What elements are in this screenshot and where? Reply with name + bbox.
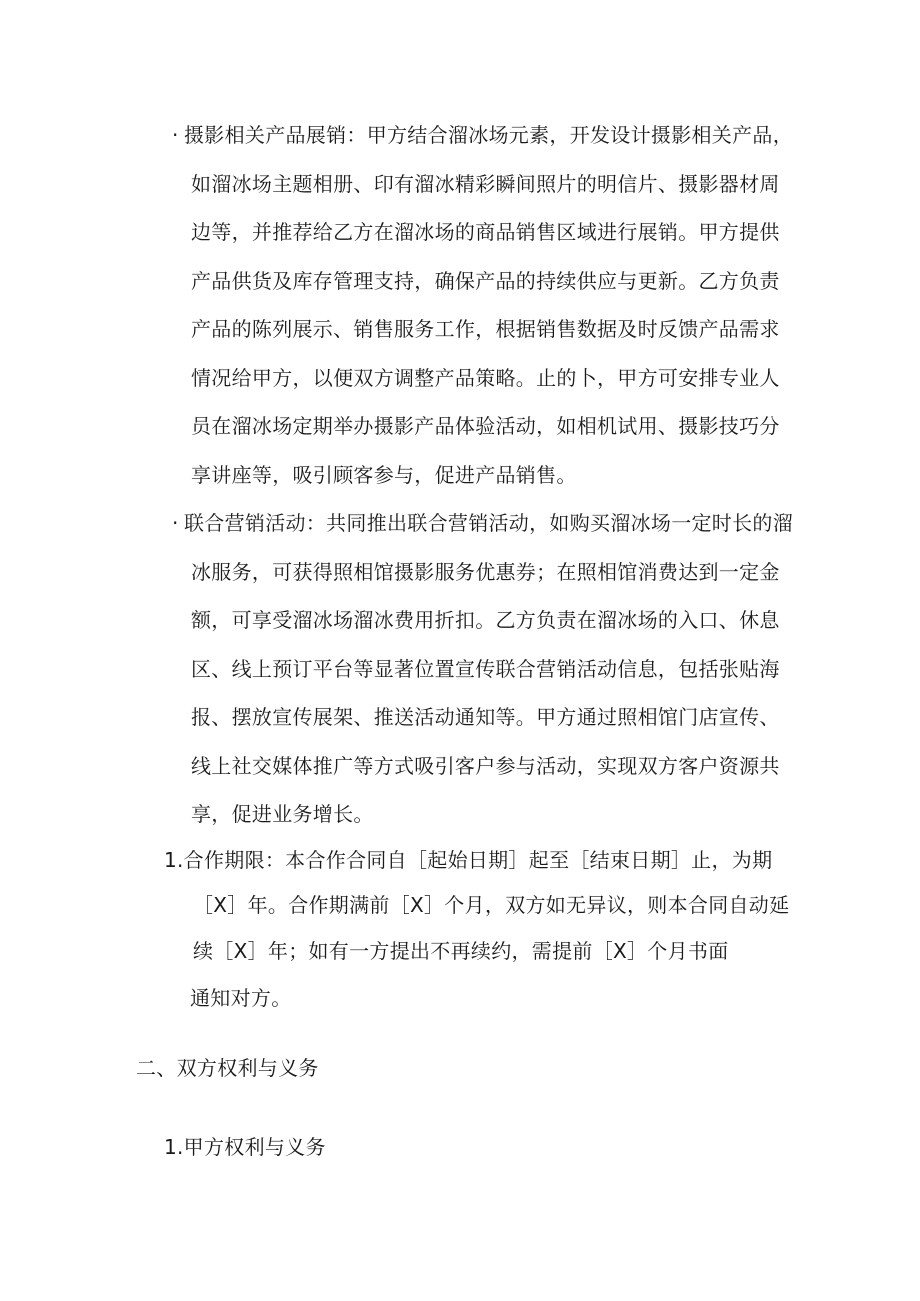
paragraph-line: 续［X］年；如有一方提出不再续约，需提前［X］个月书面	[193, 939, 729, 963]
paragraph-line: 线上社交媒体推广等方式吸引客户参与活动，实现双方客户资源共	[191, 754, 780, 778]
paragraph-line: 如溜冰场主题相册、印有溜冰精彩瞬间照片的明信片、摄影器材周	[191, 172, 780, 196]
paragraph-line: 享讲座等，吸引顾客参与，促进产品销售。	[191, 463, 577, 487]
paragraph-line: 情况给甲方，以便双方调整产品策略。止的卜，甲方可安排专业人	[191, 366, 780, 390]
paragraph-line: 通知对方。	[190, 986, 292, 1010]
paragraph-line: 冰服务，可获得照相馆摄影服务优惠券；在照相馆消费达到一定金	[191, 560, 780, 584]
paragraph-line: 1.合作期限：本合作合同自［起始日期］起至［结束日期］止，为期	[164, 848, 773, 872]
paragraph-line: 额，可享受溜冰场溜冰费用折扣。乙方负责在溜冰场的入口、休息	[191, 608, 780, 632]
paragraph-line: 摄影相关产品展销：甲方结合溜冰场元素，开发设计摄影相关产品，	[184, 123, 793, 147]
paragraph-line: 享，促进业务增长。	[191, 802, 374, 826]
subsection-heading: 1.甲方权利与义务	[164, 1135, 326, 1159]
paragraph-line: 边等，并推荐给乙方在溜冰场的商品销售区域进行展销。甲方提供	[191, 220, 780, 244]
paragraph-line: ［X］年。合作期满前［X］个月，双方如无异议，则本合同自动延	[193, 893, 790, 917]
paragraph-line: 产品的陈列展示、销售服务工作，根据销售数据及时反馈产品需求	[191, 317, 780, 341]
section-heading: 二、双方权利与义务	[136, 1056, 319, 1080]
paragraph-line: 员在溜冰场定期举办摄影产品体验活动，如相机试用、摄影技巧分	[191, 414, 780, 438]
bullet-marker: ·	[172, 123, 179, 147]
paragraph-line: 联合营销活动：共同推出联合营销活动，如购买溜冰场一定时长的溜	[184, 511, 793, 535]
bullet-marker: ·	[172, 511, 179, 535]
paragraph-line: 报、摆放宣传展架、推送活动通知等。甲方通过照相馆门店宣传、	[191, 705, 780, 729]
paragraph-line: 产品供货及库存管理支持，确保产品的持续供应与更新。乙方负责	[191, 269, 780, 293]
paragraph-line: 区、线上预订平台等显著位置宣传联合营销活动信息，包括张贴海	[191, 657, 780, 681]
